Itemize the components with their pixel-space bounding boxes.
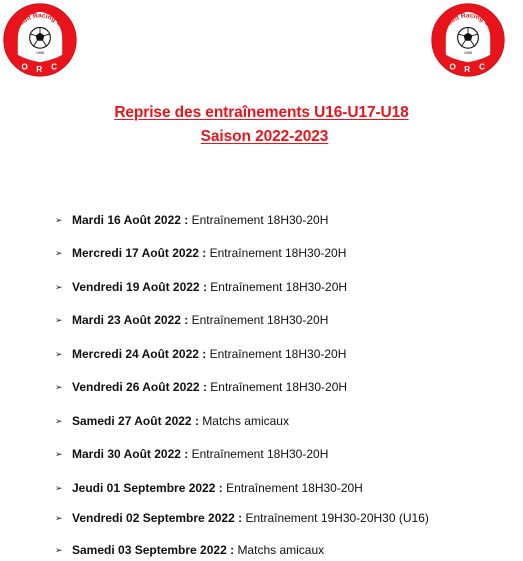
schedule-date: Samedi 03 Septembre 2022 : [72, 543, 235, 557]
arrow-bullet-icon: ➢ [55, 348, 63, 359]
arrow-bullet-icon: ➢ [55, 381, 63, 392]
arrow-bullet-icon: ➢ [55, 281, 63, 292]
arrow-bullet-icon: ➢ [55, 314, 63, 325]
list-item [55, 511, 429, 525]
list-item [55, 246, 346, 260]
list-item [55, 414, 289, 428]
schedule-date: Samedi 27 Août 2022 : [72, 414, 199, 428]
schedule-activity: Entraînement 18H30-20H [226, 481, 363, 495]
schedule-activity: Entraînement 18H30-20H [191, 447, 329, 461]
page-title: Reprise des entraînements U16-U17-U18 [114, 104, 409, 121]
arrow-bullet-icon: ➢ [55, 415, 63, 426]
schedule-activity: Entraînement 18H30-20H [191, 213, 329, 227]
schedule-date: Vendredi 26 Août 2022 : [72, 380, 207, 394]
schedule-activity: Matchs amicaux [202, 414, 289, 428]
club-logo-right-graphic [431, 3, 505, 77]
club-logo-left [3, 3, 77, 77]
arrow-bullet-icon: ➢ [55, 214, 63, 225]
schedule-date: Mercredi 17 Août 2022 : [72, 246, 207, 260]
schedule-activity: Entraînement 18H30-20H [209, 347, 347, 361]
list-item [55, 280, 347, 294]
list-item [55, 447, 328, 461]
list-item [55, 543, 324, 557]
svg-text:R: R [464, 64, 471, 74]
list-item [55, 313, 328, 327]
svg-text:O: O [21, 62, 28, 72]
schedule-date: Mercredi 24 Août 2022 : [72, 347, 207, 361]
season-subtitle: Saison 2022-2023 [200, 128, 329, 145]
arrow-bullet-icon: ➢ [55, 448, 63, 459]
list-item [55, 347, 346, 361]
arrow-bullet-icon: ➢ [55, 482, 63, 493]
schedule-date: Mardi 23 Août 2022 : [72, 313, 189, 327]
svg-text:Orvault Racing Club: Orvault Racing Club [439, 12, 497, 37]
arrow-bullet-icon: ➢ [55, 544, 63, 555]
svg-text:1996: 1996 [463, 51, 473, 56]
svg-text:R: R [36, 64, 43, 74]
schedule-activity: Entraînement 19H30-20H30 (U16) [245, 511, 429, 525]
schedule-activity: Entraînement 18H30-20H [210, 380, 348, 394]
svg-text:C: C [479, 62, 485, 72]
svg-text:O: O [449, 62, 456, 72]
list-item [55, 481, 363, 495]
schedule-activity: Entraînement 18H30-20H [210, 280, 348, 294]
schedule-activity: Matchs amicaux [237, 543, 325, 557]
schedule-date: Vendredi 19 Août 2022 : [72, 280, 207, 294]
club-logo-left-graphic [3, 3, 77, 77]
schedule-activity: Entraînement 18H30-20H [209, 246, 347, 260]
schedule-date: Vendredi 02 Septembre 2022 : [72, 511, 243, 525]
svg-text:C: C [51, 62, 57, 72]
svg-text:Orvault Racing Club: Orvault Racing Club [11, 12, 69, 37]
schedule-date: Jeudi 01 Septembre 2022 : [72, 481, 223, 495]
list-item [55, 380, 347, 394]
schedule-activity: Entraînement 18H30-20H [191, 313, 329, 327]
club-logo-right [431, 3, 505, 77]
arrow-bullet-icon: ➢ [55, 247, 63, 258]
list-item [55, 213, 328, 227]
arrow-bullet-icon: ➢ [55, 512, 63, 523]
svg-text:1996: 1996 [35, 51, 45, 56]
schedule-date: Mardi 30 Août 2022 : [72, 447, 189, 461]
schedule-date: Mardi 16 Août 2022 : [72, 213, 189, 227]
